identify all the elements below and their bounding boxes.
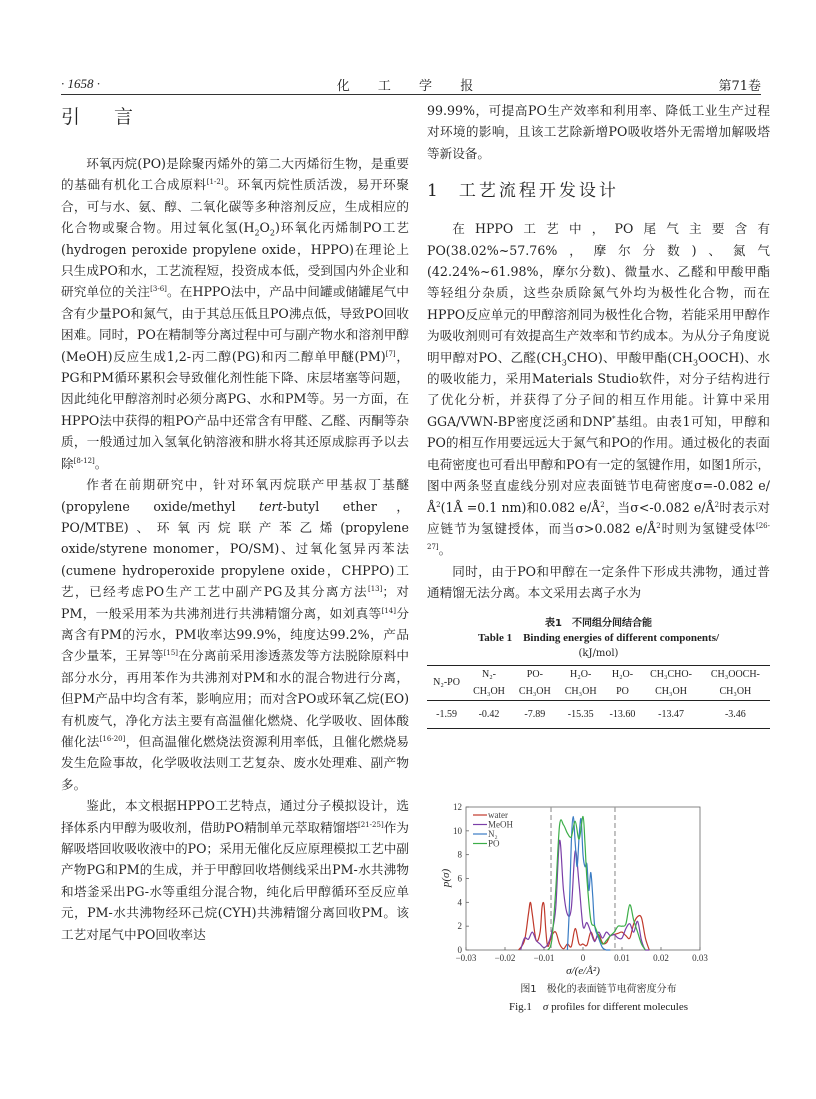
table-header: PO xyxy=(604,683,642,701)
table-header: PO- xyxy=(512,665,558,683)
table-header: CH₃OH xyxy=(512,683,558,701)
x-tick-label: −0.03 xyxy=(455,953,477,963)
table-header: CH₃OH xyxy=(466,683,512,701)
y-tick-label: 4 xyxy=(457,897,462,908)
x-tick-label: 0.02 xyxy=(653,953,669,963)
table-row xyxy=(427,700,770,728)
table-header: H₂O- xyxy=(558,665,604,683)
y-tick-label: 2 xyxy=(457,921,462,932)
paragraph: 在HPPO工艺中，PO尾气主要含有PO(38.02%~57.76%，摩尔分数)、氮气(42.24%~61.98%，摩尔分数)、微量水、乙醛和甲酸甲酯等轻组分杂质，这些杂质除氮气外均为极性化合物，而在HPPO反应单元的甲醇溶剂同为极性化合物，若能采用甲醇作为吸收剂则可有效提高生产效率和节约成本。为从分子角度说明甲醇对PO、乙醛$(CH_3CHO)$、甲酸甲酯$(CH_3OOCH)$、水的吸收能力，采用Materials Studio软件，对分子结构进行了优化分析，并获得了分子间的相互作用能。计算中采用GGA/VWN-BP密度泛函和DNP*基组。由表1可知，甲醇和PO的相互作用要远远大于氮气和PO的作用。通过极化的表面电荷密度也可看出甲醇和PO有一定的氢键作用，如图1所示，图中两条竖直虚线分别对应表面链节电荷密度σ=-0.082 $e/Å^2(1Å =0.1$ nm)和0.082 $e/Å^2$，当σ<-0.082 $e/Å^2$时表示对应链节为氢键授体，而当σ>0.082 $e/Å^2$时则为氢键受体[26-27]。 xyxy=(427,221,771,558)
y-tick-label: 0 xyxy=(457,945,462,955)
binding-energy-table xyxy=(427,665,770,729)
section-title: 工艺流程开发设计 xyxy=(458,181,619,202)
table-header: CH₃OOCH- xyxy=(701,665,770,683)
table-caption-en: Table 1 Binding energies of different components/ xyxy=(477,631,720,644)
paragraph-continuation: 99.99%，可提高PO生产效率和利用率、降低工业生产过程对环境的影响，且该工艺除新增PO吸收塔外无需增加解吸塔等新设备。 xyxy=(427,103,770,161)
y-tick-label: 8 xyxy=(457,849,462,860)
legend-label: PO xyxy=(488,838,500,849)
table-cell: -7.89 xyxy=(512,700,558,728)
sigma-profile-chart xyxy=(427,798,770,978)
left-column xyxy=(61,100,409,945)
x-tick-label: 0.01 xyxy=(614,953,630,963)
table-cell: -13.60 xyxy=(604,700,642,728)
x-tick-label: −0.01 xyxy=(533,953,555,963)
section-heading xyxy=(427,178,770,204)
table-cell: -3.46 xyxy=(701,700,770,728)
paragraph: 作者在前期研究中，针对环氧丙烷联产甲基叔丁基醚(propylene oxide/methyl tert-butyl ether，PO/MTBE)、环氧丙烷联产苯乙烯(propylene oxide/styrene monomer，PO/SM)、过氧化氢异丙苯法(cumene hydroperoxide propylene oxide，CHPPO)工艺，已经考虑PO生产工艺中副产PG及其分离方法[13]；对PM，一般采用苯为共沸剂进行共沸精馏分离，如刘真等[14]分离含有PM的污水，PM收率达99.9%，纯度达99.2%，产品含少量苯，王昇等[15]在分离前采用渗透蒸发等方法脱除原料中部分水分，再用苯作为共沸剂对PM和水的混合物进行分离，但PM产品中均含有苯，影响应用；而对含PO或环氧乙烷(EO)有机废气，净化方法主要有高温催化燃烧、化学吸收、固体酸催化法[16-20]，但高温催化燃烧法资源利用率低，且催化燃烧易发生危险事故，化学吸收法则工艺复杂、废水处理难、副产物多。 xyxy=(61,477,410,792)
paragraph: 鉴此，本文根据HPPO工艺特点，通过分子模拟设计，选择体系内甲醇为吸收剂，借助PO精制单元萃取精馏塔[21-25]作为解吸塔回收吸收液中的PO；采用无催化反应原理模拟工艺中副产物PG和PM的生成，并于甲醇回收塔侧线采出PM-水共沸物和塔釜采出PG-水等重组分混合物，纯化后甲醇循环至反应单元，PM-水共沸物经环己烷(CYH)共沸精馏分离回收PM。该工艺对尾气中PO回收率达 xyxy=(61,798,409,942)
table-header: CH₃OH xyxy=(701,683,770,701)
x-tick-label: 0.03 xyxy=(692,953,708,963)
page-number: · 1658 · xyxy=(61,76,100,91)
legend-label: N₂ xyxy=(488,829,498,839)
table-header: H₂O- xyxy=(604,665,642,683)
table-header: CH₃OH xyxy=(641,683,700,701)
table-header: N₂- xyxy=(466,665,512,683)
figure-caption-cn: 图1 极化的表面链节电荷密度分布 xyxy=(520,984,677,995)
figure-1-sigma-profiles xyxy=(427,798,770,978)
y-tick-label: 6 xyxy=(457,873,462,884)
x-tick-label: −0.02 xyxy=(494,953,516,963)
table-cell: -15.35 xyxy=(558,700,604,728)
table-header: CH₃OH xyxy=(558,683,604,701)
table-cell: -0.42 xyxy=(466,700,512,728)
legend-label: MeOH xyxy=(488,819,513,830)
table-caption-cn: 表1 不同组分间结合能 xyxy=(545,617,652,629)
journal-name: 化 工 学 报 xyxy=(336,79,486,94)
running-header xyxy=(61,74,761,95)
x-axis-label: σ/(e/Å²) xyxy=(566,965,600,977)
right-column xyxy=(427,100,770,729)
section-heading-introduction: 引 言 xyxy=(61,106,148,128)
y-tick-label: 10 xyxy=(453,825,462,836)
volume-label: 第71卷 xyxy=(718,79,761,94)
y-tick-label: 12 xyxy=(453,802,462,812)
paragraph: 环氧丙烷(PO)是除聚丙烯外的第二大丙烯衍生物，是重要的基础有机化工合成原料[1-2]。环氧丙烷性质活泼，易开环聚合，可与水、氨、醇、二氧化碳等多种溶剂反应，生成相应的化合物或聚合物。用过氧化氢$(H_2O_2)$环氧化丙烯制PO工艺(hydrogen peroxide propylene oxide，HPPO)在理论上只生成PO和水，工艺流程短，投资成本低，受到国内外企业和研究单位的关注[3-6]。在HPPO法中，产品中间罐或储罐尾气中含有少量PO和氮气，由于其总压低且PO沸点低，导致PO回收困难。同时，PO在精制等分离过程中可与副产物水和溶剂甲醇(MeOH)反应生成1,2-丙二醇(PG)和丙二醇单甲醚(PM)[7]，PG和PM循环累积会导致催化剂性能下降、床层堵塞等问题，因此纯化甲醇溶剂时必须分离PG、水和PM等。另一方面，在HPPO法中获得的粗PO产品中还常含有甲醛、乙醛、丙酮等杂质，一般通过加入氢氧化钠溶液和肼水将其还原成腙再予以去除[8-12]。 xyxy=(61,156,410,471)
table-cell: -13.47 xyxy=(641,700,700,728)
series-line-n xyxy=(567,817,610,950)
figure-caption-en: Fig.1 σ profiles for different molecules xyxy=(508,1001,689,1013)
table-header: CH₃CHO- xyxy=(641,665,700,683)
paragraph: 同时，由于PO和甲醇在一定条件下形成共沸物，通过普通精馏无法分离。本文采用去离子水为 xyxy=(427,563,770,601)
section-number: 1 xyxy=(427,181,441,202)
table-unit: (kJ/mol) xyxy=(578,647,619,659)
table-header: N₂-PO xyxy=(427,665,466,700)
y-axis-label: p(σ) xyxy=(440,868,452,888)
x-tick-label: 0 xyxy=(580,953,586,963)
legend-label: water xyxy=(488,810,508,820)
table-cell: -1.59 xyxy=(427,700,466,728)
